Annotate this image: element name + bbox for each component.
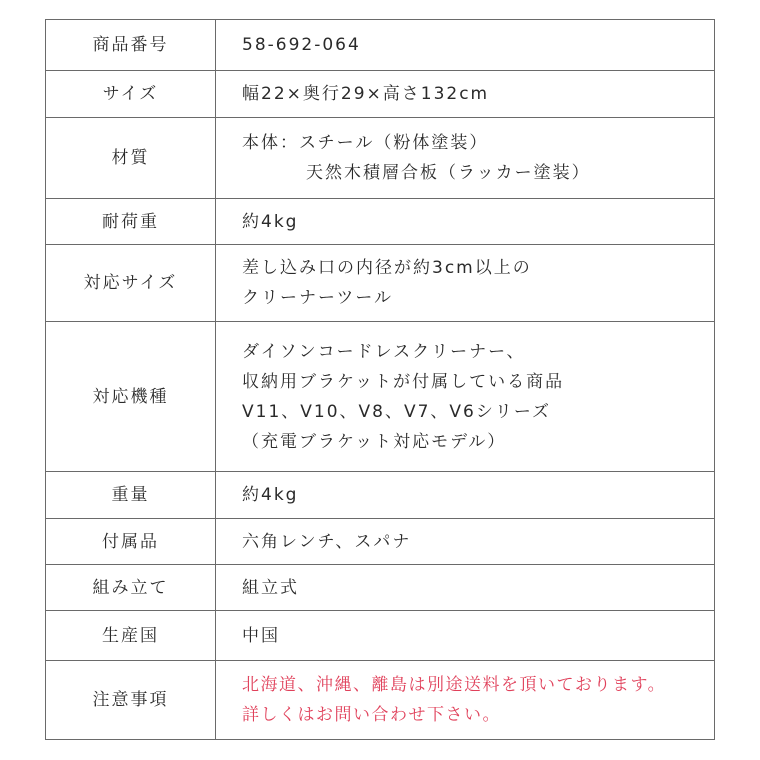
- value-line: 中国: [242, 625, 280, 646]
- label-load-capacity: 耐荷重: [46, 199, 216, 245]
- row-compatible-size: [46, 245, 715, 322]
- label-accessories: 付属品: [46, 519, 216, 565]
- label-product-number: 商品番号: [46, 20, 216, 71]
- value-load-capacity: [216, 199, 715, 245]
- value-line: 天然木積層合板（ラッカー塗装）: [306, 163, 591, 183]
- value-line: クリーナーツール: [242, 288, 393, 308]
- value-weight: [216, 472, 715, 519]
- value-line: 幅22×奥行29×高さ132cm: [242, 84, 490, 104]
- value-line: 約4kg: [242, 211, 299, 232]
- row-material: [46, 118, 715, 199]
- label-compatible-models: 対応機種: [46, 322, 216, 472]
- label-country: 生産国: [46, 611, 216, 661]
- label-compatible-size: 対応サイズ: [46, 245, 216, 322]
- value-line: 差し込み口の内径が約3cm以上の: [242, 258, 532, 278]
- value-notes: [216, 661, 715, 740]
- value-line: 組立式: [242, 577, 299, 598]
- row-assembly: [46, 565, 715, 611]
- value-assembly: [216, 565, 715, 611]
- value-material: [216, 118, 715, 199]
- value-compatible-size: [216, 245, 715, 322]
- label-notes: 注意事項: [46, 661, 216, 740]
- row-size: [46, 71, 715, 118]
- value-line: 六角レンチ、スパナ: [242, 531, 412, 552]
- value-line: V11、V10、V8、V7、V6シリーズ: [242, 401, 552, 422]
- label-weight: 重量: [46, 472, 216, 519]
- value-line: （充電ブラケット対応モデル）: [242, 431, 507, 452]
- value-line: 本体：スチール（粉体塗装）: [242, 133, 489, 153]
- label-assembly: 組み立て: [46, 565, 216, 611]
- row-load-capacity: [46, 199, 715, 245]
- value-country: [216, 611, 715, 661]
- spec-table: [45, 19, 715, 740]
- row-product-number: [46, 20, 715, 71]
- row-compatible-models: [46, 322, 715, 472]
- row-accessories: [46, 519, 715, 565]
- value-line: ダイソンコードレスクリーナー、: [242, 341, 526, 362]
- label-size: サイズ: [46, 71, 216, 118]
- value-size: [216, 71, 715, 118]
- row-weight: [46, 472, 715, 519]
- label-material: 材質: [46, 118, 216, 199]
- value-compatible-models: [216, 322, 715, 472]
- row-notes: [46, 661, 715, 740]
- notice-line: 北海道、沖縄、離島は別途送料を頂いております。: [242, 675, 667, 695]
- value-accessories: [216, 519, 715, 565]
- value-line: 約4kg: [242, 485, 299, 505]
- value-line: 58-692-064: [242, 35, 361, 55]
- notice-line: 詳しくはお問い合わせ下さい。: [242, 705, 501, 725]
- value-product-number: [216, 20, 715, 71]
- row-country: [46, 611, 715, 661]
- value-line: 収納用ブラケットが付属している商品: [242, 371, 565, 392]
